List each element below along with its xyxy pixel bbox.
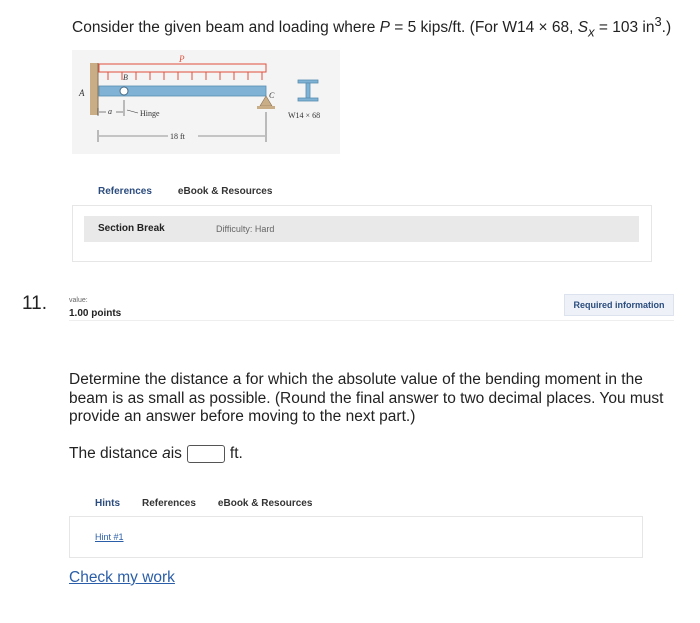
question-intro: Consider the given beam and loading where P = 5 kips/ft. (For W14 × 68, $S_x = 103$ $in^3$.) xyxy=(72,14,672,40)
label-p: P xyxy=(179,54,185,64)
hint-tabs xyxy=(95,498,312,509)
answer-unit: ft. xyxy=(229,445,243,462)
answer-prefix: The distance xyxy=(69,445,158,462)
fixed-wall xyxy=(90,63,98,115)
distributed-load-box xyxy=(99,64,266,72)
section-break-label: Section Break xyxy=(98,223,165,234)
distance-input[interactable] xyxy=(187,445,225,463)
section-icon xyxy=(298,80,318,101)
tab-references[interactable]: References xyxy=(98,186,152,197)
label-section: W14 × 68 xyxy=(288,111,321,120)
label-span: 18 ft xyxy=(170,132,185,141)
hinge-icon xyxy=(120,87,128,95)
required-information-badge[interactable]: Required information xyxy=(564,294,674,316)
question-text: Determine the distance a for which the absolute value of the bending moment in the beam is as small as possible. (Round the final answer to two decimal places. You must provide an answer before moving to the next part.) xyxy=(69,371,664,425)
tab-references-bottom[interactable]: References xyxy=(142,498,196,509)
points-label: 1.00 points xyxy=(69,308,122,319)
tab-ebook-resources[interactable]: eBook & Resources xyxy=(177,186,273,197)
check-my-work-link[interactable]: Check my work xyxy=(69,569,175,586)
hint-panel xyxy=(69,516,643,558)
answer-is: is xyxy=(170,445,182,462)
label-hinge: Hinge xyxy=(140,109,160,118)
label-dim-a: a xyxy=(108,107,112,116)
value-label: value: xyxy=(69,297,88,304)
resource-tabs xyxy=(98,186,272,197)
label-a: A xyxy=(79,88,85,98)
question-number: 11. xyxy=(22,293,48,314)
label-b: B xyxy=(123,73,128,82)
header-divider xyxy=(69,320,674,321)
tab-ebook-resources-bottom[interactable]: eBook & Resources xyxy=(217,498,313,509)
tab-hints[interactable]: Hints xyxy=(95,498,120,509)
load-arrows xyxy=(108,72,262,80)
answer-variable: a xyxy=(162,445,171,462)
difficulty-label: Difficulty: Hard xyxy=(216,224,275,234)
answer-row xyxy=(69,445,243,463)
beam-figure xyxy=(72,50,340,154)
label-c: C xyxy=(269,91,275,100)
section-break-bar xyxy=(84,216,639,242)
hint-1-link[interactable]: Hint #1 xyxy=(95,532,124,542)
